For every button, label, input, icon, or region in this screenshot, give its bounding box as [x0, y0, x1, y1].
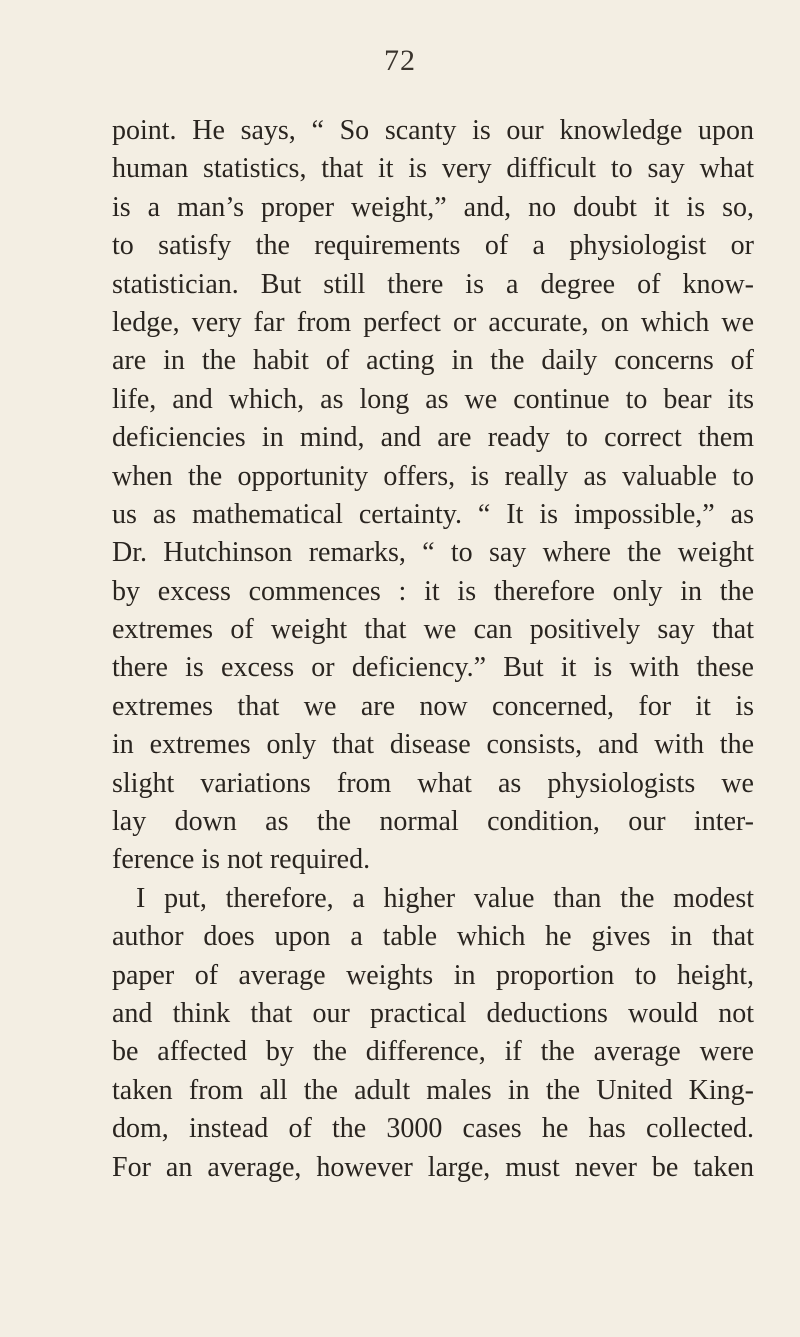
- text-line: us as mathematical certainty. “ It is impossible,” as: [112, 498, 754, 530]
- text-line: taken from all the adult males in the United King-: [112, 1074, 754, 1106]
- text-line: deficiencies in mind, and are ready to correct them: [112, 422, 754, 454]
- text-line: life, and which, as long as we continue to bear its: [112, 383, 754, 415]
- text-line: there is excess or deficiency.” But it is with these: [112, 652, 754, 684]
- text-line: For an average, however large, must never be taken: [112, 1151, 754, 1183]
- text-line: to satisfy the requirements of a physiologist or: [112, 230, 754, 262]
- text-line: human statistics, that it is very difficult to say what: [112, 153, 754, 185]
- body-text: [112, 112, 754, 1187]
- page-number: 72: [384, 44, 416, 77]
- text-line: slight variations from what as physiologists we: [112, 767, 754, 799]
- text-line: be affected by the difference, if the average were: [112, 1036, 754, 1068]
- text-line: ledge, very far from perfect or accurate, on which we: [112, 306, 754, 338]
- text-line: is a man’s proper weight,” and, no doubt it is so,: [112, 191, 754, 223]
- text-line: paper of average weights in proportion to height,: [112, 959, 754, 991]
- text-line: dom, instead of the 3000 cases he has collected.: [112, 1113, 754, 1145]
- text-line: ference is not required.: [112, 844, 371, 876]
- text-line: I put, therefore, a higher value than the modest: [136, 882, 754, 914]
- text-line: and think that our practical deductions would not: [112, 997, 754, 1029]
- text-line: Dr. Hutchinson remarks, “ to say where the weight: [112, 537, 754, 569]
- text-line: point. He says, “ So scanty is our knowledge upon: [112, 115, 754, 146]
- text-line: by excess commences : it is therefore only in the: [112, 575, 754, 607]
- text-line: when the opportunity offers, is really as valuable to: [112, 460, 754, 492]
- text-line: extremes of weight that we can positively say that: [112, 614, 754, 646]
- text-line: in extremes only that disease consists, and with the: [112, 729, 754, 761]
- text-line: lay down as the normal condition, our inter-: [112, 806, 754, 838]
- text-line: author does upon a table which he gives in that: [112, 921, 754, 953]
- text-line: are in the habit of acting in the daily concerns of: [112, 345, 754, 377]
- text-line: statistician. But still there is a degree of know-: [112, 268, 754, 300]
- text-line: extremes that we are now concerned, for it is: [112, 690, 754, 722]
